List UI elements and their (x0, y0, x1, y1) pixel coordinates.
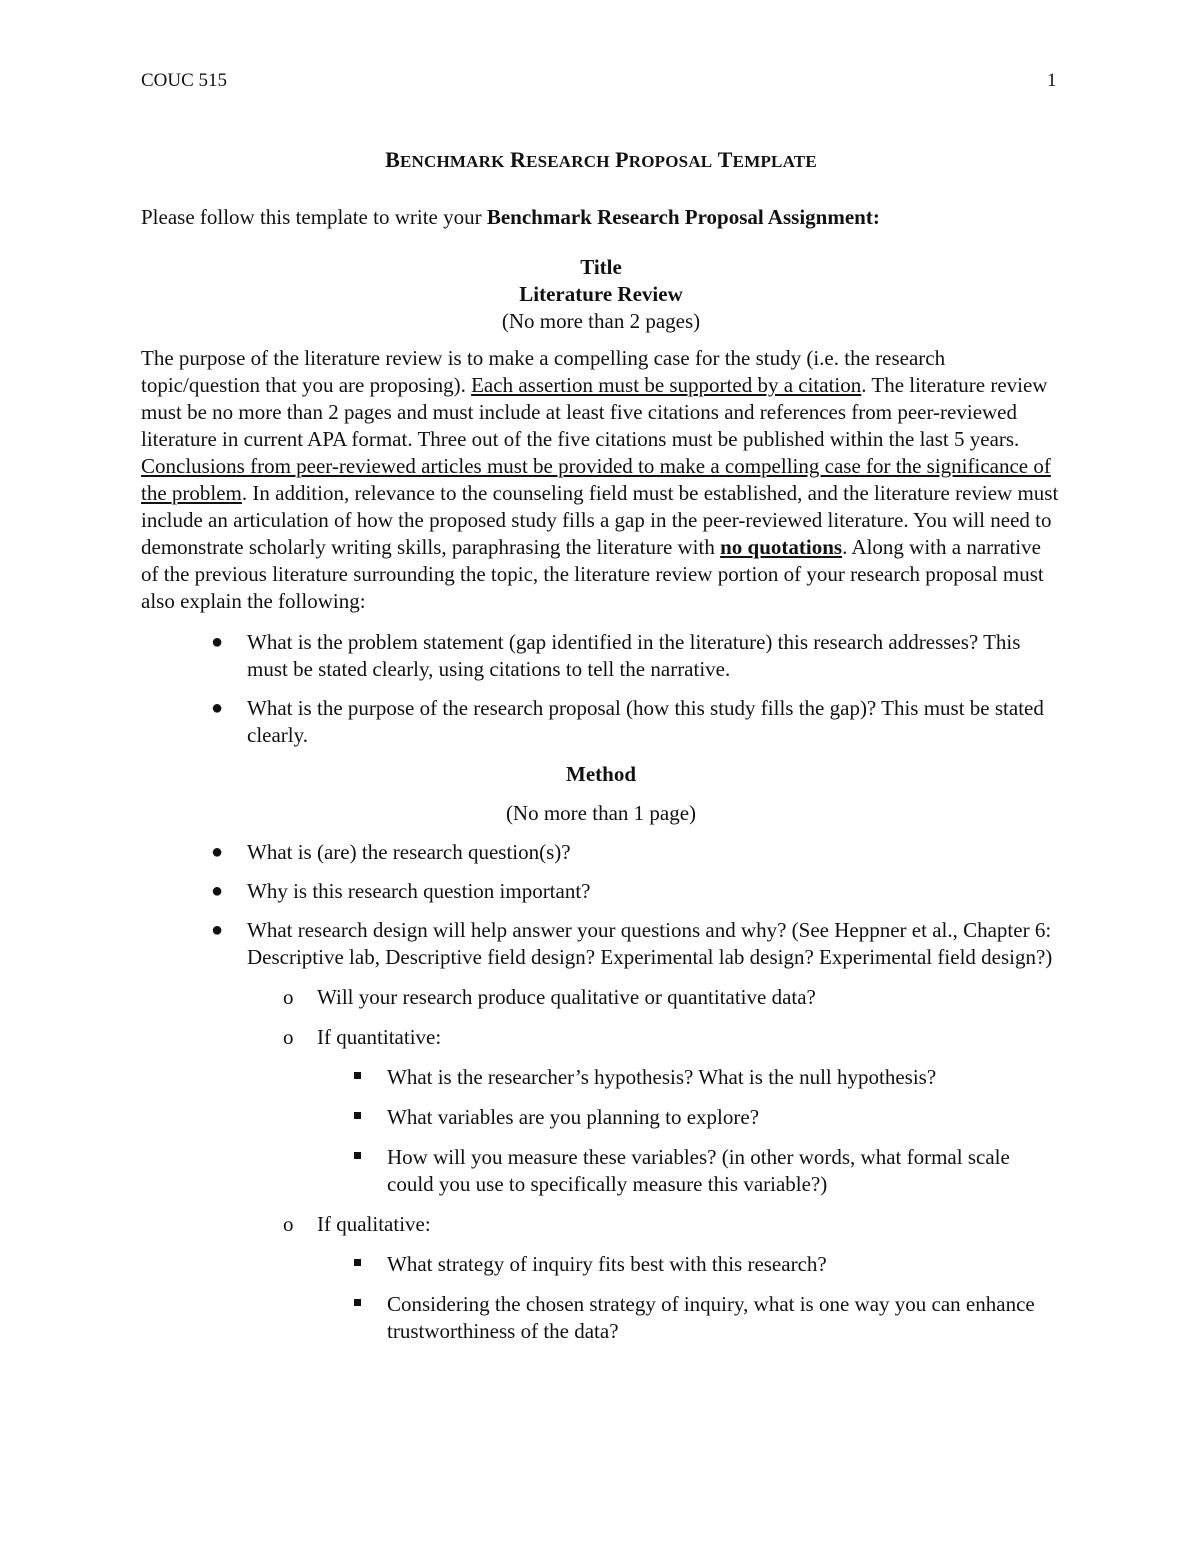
square-bullet-icon (354, 1299, 361, 1306)
list-item: o If qualitative: (283, 1212, 431, 1236)
list-item: ● What is (are) the research question(s)? (211, 840, 571, 864)
literature-review-paragraph: The purpose of the literature review is to make a compelling case for the study (i.e. the research topic/question that you are proposing). Each assertion must be supported by a citation. The literature review must be no more than 2 pages and must include at least five citations and references from peer-reviewed literature in current APA format. Three out of the five citations must be published within the last 5 years. Conclusions from peer-reviewed articles must be provided to make a compelling case for the significance of the problem. In addition, relevance to the counseling field must be established, and the literature review must include an articulation of how the proposed study fills a gap in the peer-reviewed literature. You will need to demonstrate scholarly writing skills, paraphrasing the literature with no quotations. Along with a narrative of the previous literature surrounding the topic, the literature review portion of your research proposal must also explain the following: (141, 346, 1059, 613)
method-heading: Method (566, 762, 636, 786)
bullet-icon: ● (211, 880, 224, 902)
header-course: COUC 515 (141, 70, 228, 91)
circle-bullet-icon: o (283, 985, 294, 1009)
underlined-conclusions-requirement: Conclusions from peer-reviewed articles must be provided to make a compelling case for the significance of the problem (141, 454, 1051, 505)
title-word-3: PROPOSAL (615, 147, 713, 172)
method-sub-bullets (141, 984, 1061, 1051)
list-item: ● What research design will help answer your questions and why? (See Heppner et al., Chapter 6: Descriptive lab, Descriptive field design? Experimental lab design? Experimental field design?) (211, 918, 1053, 969)
list-item: o Will your research produce qualitative or quantitative data? (283, 985, 816, 1009)
square-bullet-icon (354, 1072, 361, 1079)
title-word-2: RESEARCH (509, 147, 610, 172)
literature-review-limit: (No more than 2 pages) (501, 309, 701, 333)
list-item: Considering the chosen strategy of inquiry, what is one way you can enhance trustworthiness of the data? (141, 1291, 1061, 1345)
circle-bullet-icon: o (283, 1212, 294, 1236)
list-item: o If quantitative: (283, 1025, 442, 1049)
bullet-icon: ● (211, 919, 224, 941)
method-bullets (141, 839, 1061, 971)
list-item: What variables are you planning to explore? (141, 1104, 1061, 1131)
list-item: ● What is the problem statement (gap identified in the literature) this research addresses? This must be stated clearly, using citations to tell the narrative. (211, 630, 1021, 681)
underlined-citation-requirement: Each assertion must be supported by a citation (471, 373, 862, 397)
method-limit: (No more than 1 page) (505, 801, 697, 825)
intro-assignment-name: Benchmark Research Proposal Assignment: (486, 205, 880, 229)
qualitative-items (141, 1251, 1061, 1345)
square-bullet-icon (354, 1112, 361, 1119)
square-bullet-icon (354, 1152, 361, 1159)
literature-review-bullets (141, 629, 1061, 749)
no-quotations-emphasis: no quotations (720, 535, 843, 559)
square-bullet-icon (354, 1259, 361, 1266)
list-item: What strategy of inquiry fits best with this research? (141, 1251, 1061, 1278)
bullet-icon: ● (211, 697, 224, 719)
circle-bullet-icon: o (283, 1025, 294, 1049)
list-item: ● Why is this research question important? (211, 879, 591, 903)
title-word-4: TEMPLATE (717, 147, 817, 172)
quantitative-items (141, 1064, 1061, 1198)
bullet-icon: ● (211, 631, 224, 653)
section-title-heading: Title (580, 255, 622, 279)
qualitative-sub-bullet (141, 1211, 1061, 1238)
title-word-1: BENCHMARK (385, 147, 505, 172)
document-title (141, 146, 1061, 175)
header-page-number: 1 (1047, 70, 1057, 91)
bullet-icon: ● (211, 841, 224, 863)
list-item: What is the researcher’s hypothesis? What is the null hypothesis? (141, 1064, 1061, 1091)
literature-review-heading: Literature Review (519, 282, 683, 306)
intro-paragraph: Please follow this template to write your Benchmark Research Proposal Assignment: (141, 205, 880, 229)
document-body (141, 146, 1061, 1345)
list-item: ● What is the purpose of the research proposal (how this study fills the gap)? This must be stated clearly. (211, 696, 1044, 747)
list-item: How will you measure these variables? (in other words, what formal scale could you use to specifically measure this variable?) (141, 1144, 1061, 1198)
